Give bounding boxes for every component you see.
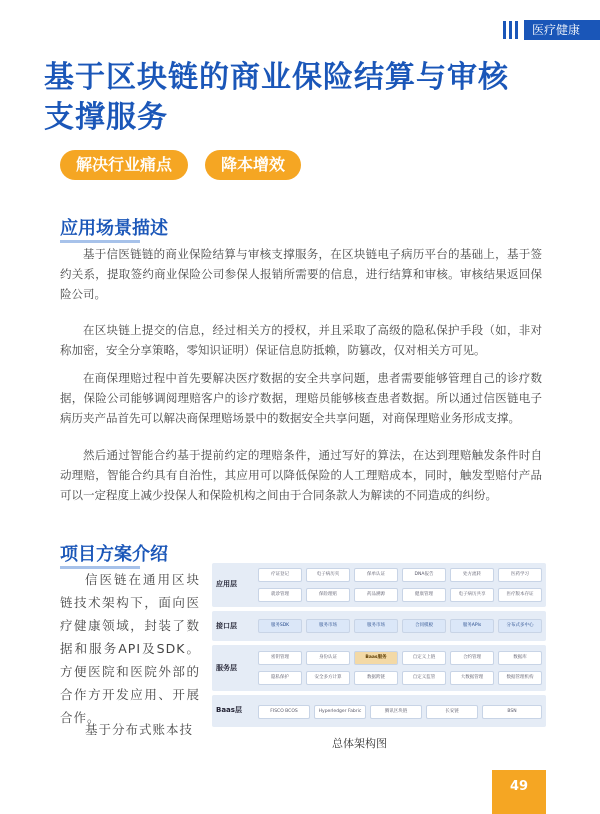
page-title: [44, 58, 564, 138]
scenario-paragraph: 基于信医链链的商业保险结算与审核支撑服务，在区块链电子病历平台的基础上，基于签约关系，提取签约商业保险公司参保人报销所需要的信息，进行结算和审核。审核结果返回保险公司。: [60, 247, 542, 301]
diagram-layer-baas: [212, 695, 546, 727]
section-heading-solution: [60, 540, 168, 566]
diagram-box: 数据库: [498, 651, 542, 665]
section-heading-scenario: [60, 214, 168, 240]
section-tag-label: 医疗健康: [524, 20, 600, 40]
diagram-box: 医疗版本存证: [498, 588, 542, 602]
diagram-box: 服务SDK: [258, 619, 302, 633]
section-tag: [503, 20, 600, 40]
diagram-layer-application: [212, 563, 546, 607]
scenario-paragraph: 然后通过智能合约基于提前约定的理赔条件，通过写好的算法，在达到理赔触发条件时自动理赔，智能合约具有自治性，其应用可以降低保险的人工理赔成本，同时，触发型赔付产品可以一定程度上减少投保人和保险机构之间由于合同条款人为解读的不同造成的纠纷。: [60, 448, 542, 502]
architecture-diagram: [212, 563, 546, 727]
diagram-caption: 总体架构图: [332, 737, 387, 750]
page-title-line1: 基于区块链的商业保险结算与审核: [44, 60, 509, 95]
layer-label: 接口层: [216, 622, 237, 630]
diagram-box: Hyperledger Fabric: [314, 705, 366, 719]
scenario-paragraph: 在区块链上提交的信息，经过相关方的授权，并且采取了高级的隐私保护手段（如，非对称加密，安全分享策略，零知识证明）保证信息防抵赖，防篡改，仅对相关方可见。: [60, 323, 542, 357]
diagram-box: 服务市场: [306, 619, 350, 633]
diagram-box: 身份认证: [306, 651, 350, 665]
diagram-box: 服务APIs: [450, 619, 494, 633]
diagram-box: 合同模板: [402, 619, 446, 633]
diagram-box: 药品溯源: [354, 588, 398, 602]
scenario-paragraph: 在商保理赔过程中首先要解决医疗数据的安全共享问题，患者需要能够管理自己的诊疗数据，保险公司能够调阅理赔客户的诊疗数据，理赔员能够核查患者数据。所以通过信医链电子病历夹产品首先可以解决商保理赔场景中的数据安全共享问题，对商保理赔业务形成支撑。: [60, 371, 542, 425]
solution-paragraph: 基于分布式账本技: [85, 722, 194, 737]
diagram-box: 电子病历共享: [450, 588, 494, 602]
diagram-box: 处方流转: [450, 568, 494, 582]
page-number: 49: [492, 770, 546, 814]
diagram-box: FISCO BCOS: [258, 705, 310, 719]
diagram-layer-interface: [212, 611, 546, 641]
diagram-box: 隐私保护: [258, 671, 302, 685]
layer-label: Baas层: [216, 706, 242, 714]
diagram-box: 保单认证: [354, 568, 398, 582]
diagram-box: BSN: [482, 705, 542, 719]
page-title-line2: 支撑服务: [44, 100, 168, 135]
diagram-box: 数据管理机构: [498, 671, 542, 685]
section-heading-text: 项目方案介绍: [60, 544, 168, 565]
heading-underline: [60, 240, 140, 243]
section-tag-bars: [503, 21, 518, 39]
solution-paragraph: 信医链在通用区块链技术架构下，面向医疗健康领域，封装了数据和服务API及SDK。方便医院和医院外部的合作方开发应用、开展合作。: [60, 572, 200, 725]
diagram-box: 合约管理: [450, 651, 494, 665]
layer-label: 服务层: [216, 664, 237, 672]
diagram-box: 保险理赔: [306, 588, 350, 602]
section-heading-text: 应用场景描述: [60, 218, 168, 239]
diagram-box: 就诊管理: [258, 588, 302, 602]
diagram-box: 长安链: [426, 705, 478, 719]
tag-pain-points: 解决行业痛点: [60, 150, 188, 180]
tag-cost-reduction: 降本增效: [205, 150, 301, 180]
diagram-box: 数据跨链: [354, 671, 398, 685]
diagram-box: Baas服务: [354, 651, 398, 665]
diagram-box: 医药学习: [498, 568, 542, 582]
diagram-box: 自定义上链: [402, 651, 446, 665]
diagram-box: 自定义监管: [402, 671, 446, 685]
diagram-layer-service: [212, 645, 546, 691]
layer-label: 应用层: [216, 580, 237, 588]
diagram-box: 疗证登记: [258, 568, 302, 582]
diagram-box: 健康管理: [402, 588, 446, 602]
diagram-box: DNA报告: [402, 568, 446, 582]
diagram-box: 腾讯区块链: [370, 705, 422, 719]
diagram-box: 服务市场: [354, 619, 398, 633]
diagram-box: 安全多方计算: [306, 671, 350, 685]
diagram-box: 电子病历夹: [306, 568, 350, 582]
diagram-box: 大数据管理: [450, 671, 494, 685]
diagram-box: 分布式多中心: [498, 619, 542, 633]
diagram-box: 密钥管理: [258, 651, 302, 665]
